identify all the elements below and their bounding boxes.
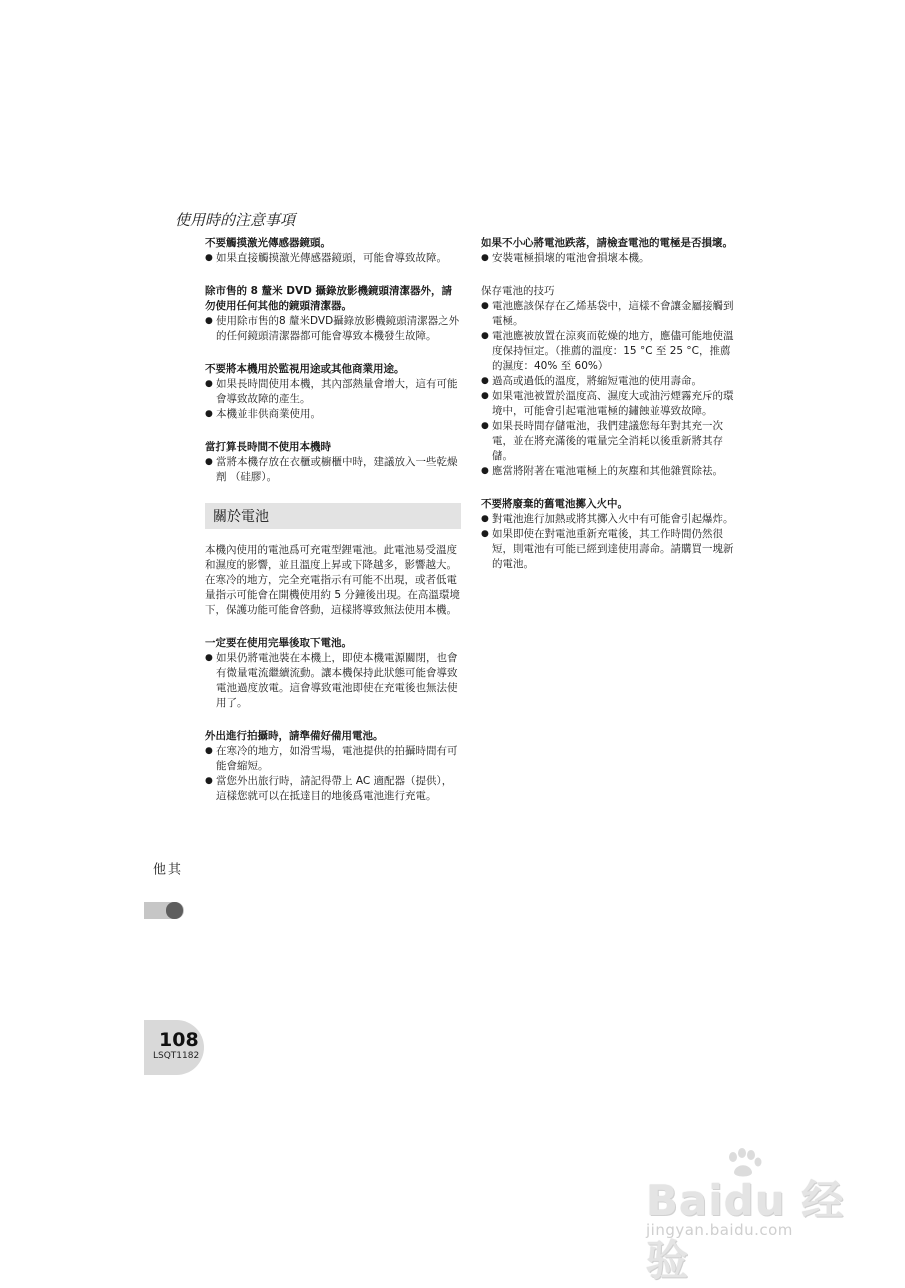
section-heading: 不要將廢棄的舊電池擲入火中。 [481,498,628,510]
bullet-item: ● 電池應被放置在涼爽而乾燥的地方，應儘可能地使溫度保持恒定。（推薦的溫度：15 °C 至 25 °C，推薦的濕度：40% 至 60%） [481,330,734,372]
page-number: 108 [159,1029,199,1051]
section-lens-touch [205,236,461,266]
right-column [481,236,737,590]
bullet-dot-icon: ● [205,746,213,756]
bullet-dot-icon: ● [481,331,489,341]
section-lens-cleaner [205,284,461,344]
section-heading: 不要觸摸激光傳感器鏡頭。 [205,237,331,249]
section-heading: 不要將本機用於監視用途或其他商業用途。 [205,363,405,375]
bullet-item: ● 當您外出旅行時，請記得帶上 AC 適配器（提供），這樣您就可以在抵達目的地後爲電池進行充電。 [205,775,453,802]
bullet-item: ● 使用除市售的8 釐米DVD攝錄放影機鏡頭清潔器之外的任何鏡頭清潔器都可能會導致本機發生故障。 [205,315,460,342]
bullet-item: ● 本機並非供商業使用。 [205,408,321,420]
bullet-item: ● 如果即使在對電池重新充電後，其工作時間仍然很短，則電池有可能已經到達使用壽命。請購買一塊新的電池。 [481,528,734,570]
bullet-dot-icon: ● [205,653,213,663]
section-remove-battery [205,636,461,711]
bullet-item: ● 如果長時間存儲電池，我們建議您每年對其充一次電，並在將充滿後的電量完全消耗以後重新將其存儲。 [481,420,723,462]
bullet-dot-icon: ● [481,391,489,401]
bullet-dot-icon: ● [205,379,213,389]
page-code: LSQT1182 [153,1051,200,1061]
section-heading: 除市售的 8 釐米 DVD 攝錄放影機鏡頭清潔器外，請勿使用任何其他的鏡頭清潔器。 [205,285,452,312]
bullet-dot-icon: ● [481,376,489,386]
section-banner [205,503,461,529]
section-dropped-battery [481,236,737,266]
section-no-fire [481,497,737,572]
bullet-dot-icon: ● [481,253,489,263]
bullet-dot-icon: ● [481,514,489,524]
bullet-dot-icon: ● [205,253,213,263]
section-heading: 保存電池的技巧 [481,285,555,297]
section-spare-battery [205,729,461,804]
bullet-item: ● 在寒冷的地方，如滑雪場，電池提供的拍攝時間有可能會縮短。 [205,745,458,772]
side-tab-label: 其他 [150,862,180,875]
watermark [634,1150,864,1285]
bullet-dot-icon: ● [205,776,213,786]
page-number-tab [144,1020,204,1075]
bullet-item: ● 如果仍將電池裝在本機上，即使本機電源關閉，也會有微量電流繼續流動。讓本機保持此狀態可能會導致電池過度放電。這會導致電池即使在充電後也無法使用了。 [205,652,458,709]
watermark-logo: Baidu 经验 [646,1176,845,1285]
page-title: 使用時的注意事項 [175,211,296,229]
bullet-item: ● 當將本機存放在衣櫃或櫥櫃中時，建議放入一些乾燥劑 （硅膠）。 [205,456,458,483]
bullet-item: ● 過高或過低的溫度，將縮短電池的使用壽命。 [481,375,702,387]
bullet-item: ● 如果直接觸摸激光傳感器鏡頭，可能會導致故障。 [205,252,447,264]
banner-title: 關於電池 [213,509,269,525]
section-long-storage [205,440,461,485]
intro-paragraph: 本機內使用的電池爲可充電型鋰電池。此電池易受溫度和濕度的影響，並且溫度上昇或下降越多，影響越大。在寒冷的地方，完全充電指示有可能不出現，或者低電量指示可能會在開機使用約 5 分鐘後出現。在高溫環境下，保護功能可能會啓動，這樣將導致無法使用本機。 [205,544,460,616]
section-heading: 外出進行拍攝時，請準備好備用電池。 [205,730,384,742]
section-commercial-use [205,362,461,422]
bullet-item: ● 電池應該保存在乙烯基袋中，這樣不會讓金屬接觸到電極。 [481,300,734,327]
bullet-item: ● 安裝電極損壞的電池會損壞本機。 [481,252,650,264]
section-heading: 當打算長時間不使用本機時 [205,441,331,453]
bullet-item: ● 對電池進行加熱或將其擲入火中有可能會引起爆炸。 [481,513,734,525]
bullet-dot-icon: ● [481,529,489,539]
side-tab-marker-icon [166,902,183,919]
section-heading: 如果不小心將電池跌落，請檢查電池的電極是否損壞。 [481,237,733,249]
bullet-dot-icon: ● [205,457,213,467]
bullet-dot-icon: ● [481,301,489,311]
bullet-dot-icon: ● [481,466,489,476]
bullet-item: ● 應當將附著在電池電極上的灰塵和其他雜質除祛。 [481,465,723,477]
section-heading: 一定要在使用完畢後取下電池。 [205,637,352,649]
bullet-dot-icon: ● [481,421,489,431]
bullet-item: ● 如果長時間使用本機，其內部熱量會增大，這有可能會導致故障的產生。 [205,378,458,405]
watermark-url: jingyan.baidu.com [646,1221,793,1239]
left-column [205,236,461,822]
battery-intro [205,543,461,618]
bullet-dot-icon: ● [205,316,213,326]
bullet-item: ● 如果電池被置於溫度高、濕度大或油污煙霧充斥的環境中，可能會引起電池電極的鏽蝕並導致故障。 [481,390,734,417]
bullet-dot-icon: ● [205,409,213,419]
section-storage-tips [481,284,737,479]
